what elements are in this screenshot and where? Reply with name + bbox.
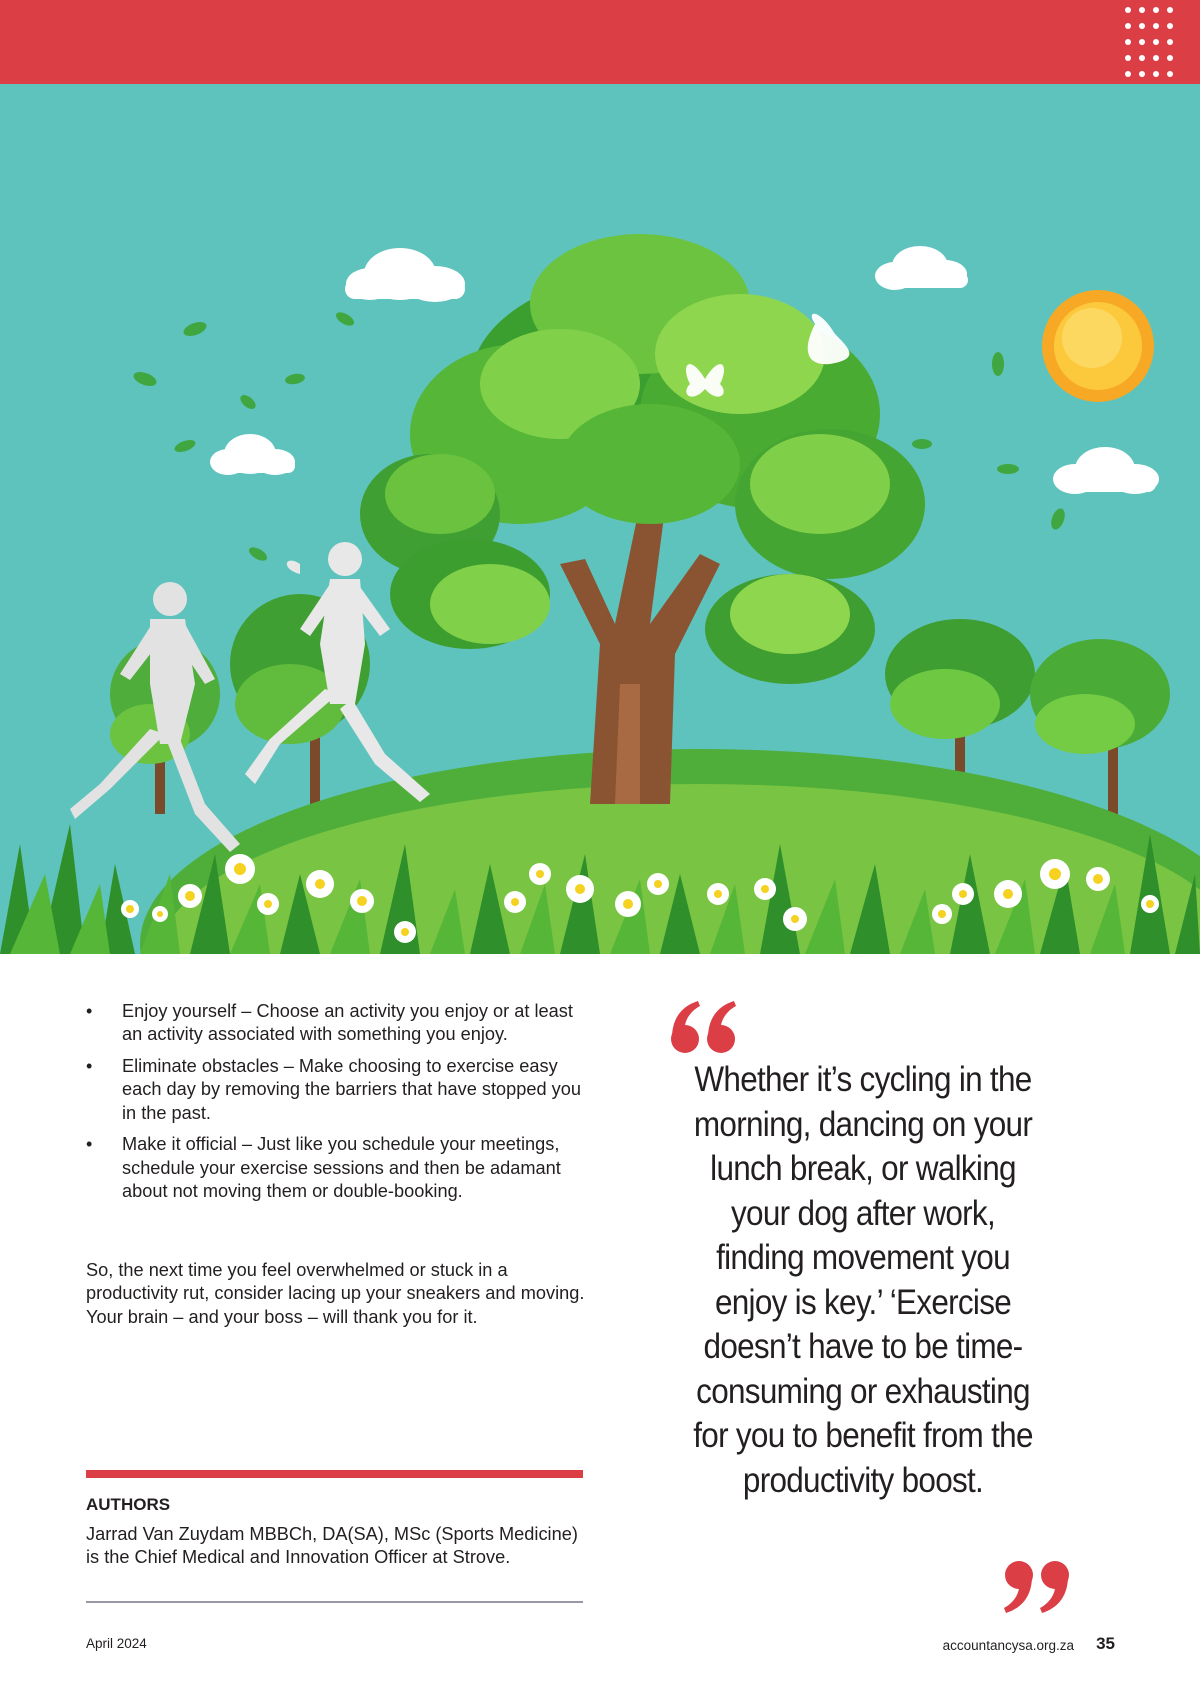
list-item-text: Eliminate obstacles – Make choosing to exercise easy each day by removing the barriers that have stopped you in the past. bbox=[122, 1056, 582, 1123]
sun-icon bbox=[1042, 290, 1154, 402]
daisy-icon bbox=[121, 900, 139, 918]
hero-illustration bbox=[0, 84, 1200, 954]
list-item bbox=[86, 1133, 586, 1203]
daisy-icon bbox=[1040, 859, 1070, 889]
daisy-icon bbox=[994, 880, 1022, 908]
daisy-icon bbox=[350, 889, 374, 913]
daisy-icon bbox=[529, 863, 551, 885]
daisy-icon bbox=[952, 883, 974, 905]
daisy-icon bbox=[178, 884, 202, 908]
daisy-icon bbox=[566, 875, 594, 903]
dot-grid-icon bbox=[1120, 4, 1178, 84]
issue-date: April 2024 bbox=[86, 1636, 147, 1651]
daisy-icon bbox=[783, 907, 807, 931]
daisy-icon bbox=[932, 904, 952, 924]
website-link[interactable]: accountancysa.org.za bbox=[942, 1638, 1074, 1653]
authors-bio: Jarrad Van Zuydam MBBCh, DA(SA), MSc (Sports Medicine) is the Chief Medical and Innovation Officer at Strove. bbox=[86, 1524, 578, 1568]
divider bbox=[86, 1470, 583, 1478]
page-number: 35 bbox=[1096, 1634, 1115, 1653]
bullet-icon: • bbox=[86, 1001, 93, 1021]
authors-heading: AUTHORS bbox=[86, 1495, 171, 1514]
daisy-icon bbox=[707, 883, 729, 905]
daisy-icon bbox=[257, 893, 279, 915]
daisy-icon bbox=[647, 873, 669, 895]
daisy-icon bbox=[225, 854, 255, 884]
top-banner bbox=[0, 0, 1200, 84]
daisy-icon bbox=[1141, 895, 1159, 913]
daisy-icon bbox=[754, 878, 776, 900]
daisy-icon bbox=[306, 870, 334, 898]
open-quote-icon bbox=[670, 1000, 738, 1056]
bullet-icon: • bbox=[86, 1056, 93, 1077]
tips-list bbox=[86, 1000, 586, 1212]
list-item-text: Make it official – Just like you schedule your meetings, schedule your exercise sessions and then be adamant about not moving them or double-booking. bbox=[122, 1134, 561, 1202]
daisy-icon bbox=[394, 921, 416, 943]
daisy-icon bbox=[152, 906, 168, 922]
daisy-icon bbox=[1086, 867, 1110, 891]
list-item bbox=[86, 1000, 586, 1047]
daisy-icon bbox=[504, 891, 526, 913]
bullet-icon: • bbox=[86, 1134, 93, 1155]
close-quote-icon bbox=[1002, 1558, 1070, 1614]
daisy-icon bbox=[615, 891, 641, 917]
pull-quote: Whether it’s cycling in the morning, dancing on your lunch break, or walking your dog after work, finding movement you enjoy is key.’ ‘Exercise doesn’t have to be time-consuming or exhausting for you to benefit from the productivity boost. bbox=[693, 1060, 1033, 1500]
list-item bbox=[86, 1055, 586, 1125]
divider bbox=[86, 1601, 583, 1603]
closing-paragraph: So, the next time you feel overwhelmed or stuck in a productivity rut, consider lacing up your sneakers and moving. Your brain – and your boss – will thank you for it. bbox=[86, 1260, 585, 1327]
list-item-text: Enjoy yourself – Choose an activity you enjoy or at least an activity associated with something you enjoy. bbox=[122, 1001, 573, 1045]
